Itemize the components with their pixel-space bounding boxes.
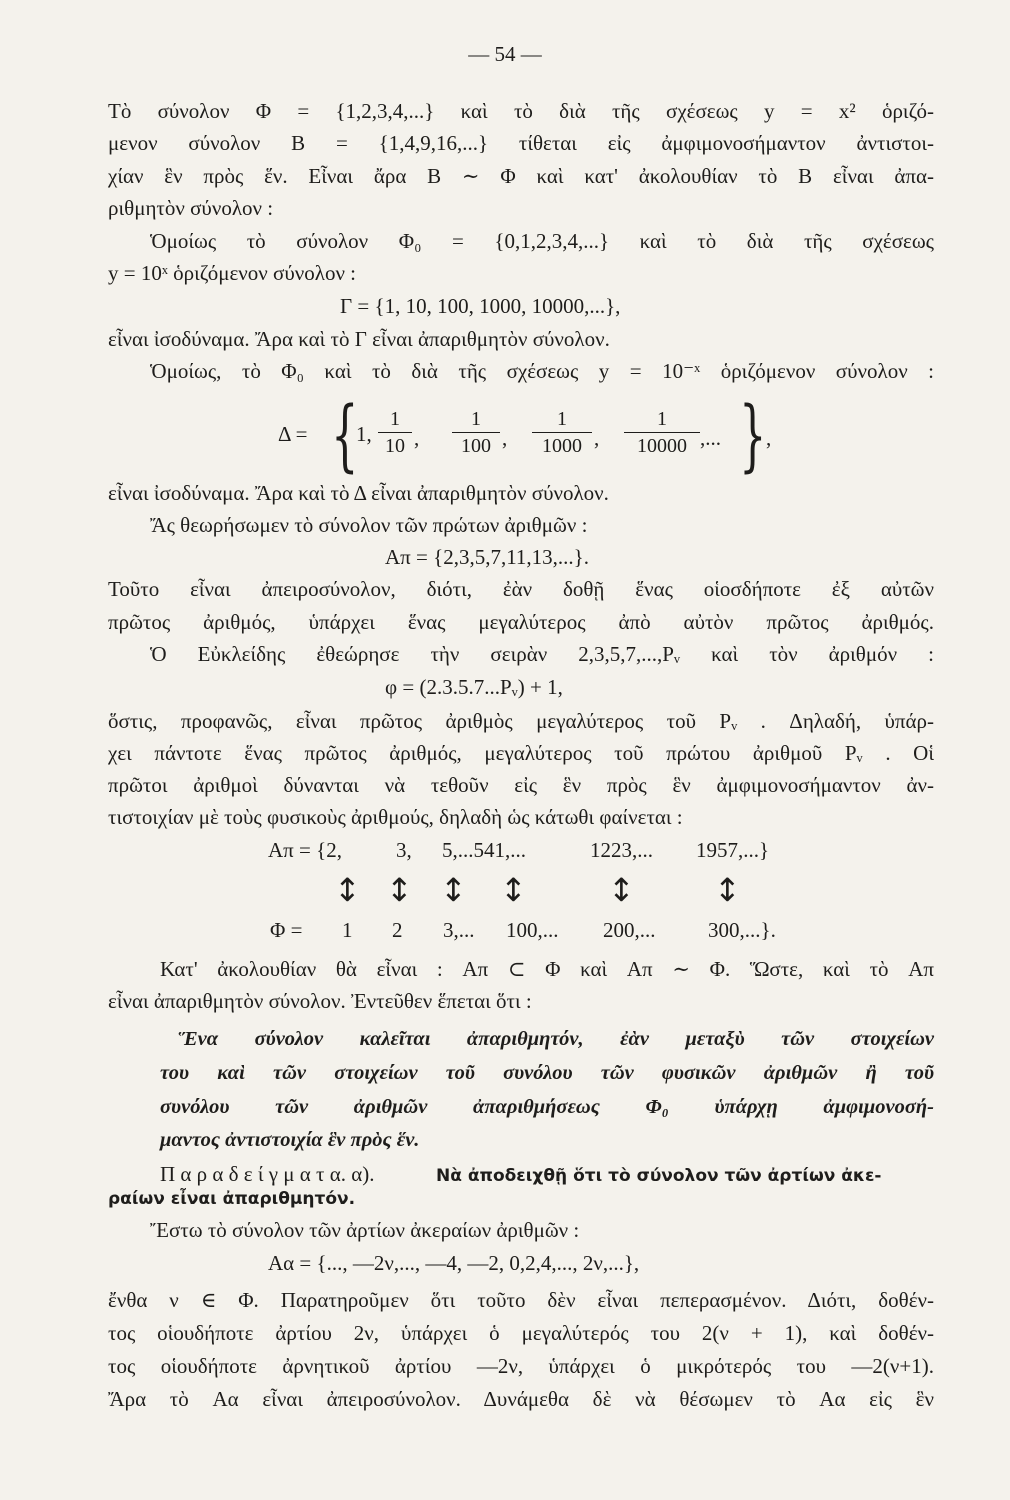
text-line: Ὁμοίως, τὸ Φ₀ καὶ τὸ διὰ τῆς σχέσεως y = 10⁻ˣ ὁριζόμενον σύνολον : <box>150 359 934 383</box>
equation-delta <box>278 391 838 484</box>
text-line: πρῶτος ἀριθμός, ὑπάρχει ἕνας μεγαλύτερος ἀπὸ αὐτὸν πρῶτος ἀριθμός. <box>108 610 934 634</box>
bottom-cell: 200,... <box>603 918 656 942</box>
fraction: $\frac{1}{10000}$ <box>624 406 700 459</box>
example-statement: Νὰ ἀποδειχθῇ ὅτι τὸ σύνολον τῶν ἀρτίων ἀκε- <box>436 1166 882 1186</box>
text-line: Τοῦτο εἶναι ἀπειροσύνολον, διότι, ἐὰν δοθῇ ἕνας οἱοσδήποτε ἐξ αὐτῶν <box>108 577 934 601</box>
text-line: Ἔστω τὸ σύνολον τῶν ἀρτίων ἀκεραίων ἀριθμῶν : <box>150 1218 580 1242</box>
text-line: εἶναι ἀπαριθμητὸν σύνολον. Ἐντεῦθεν ἕπεται ὅτι : <box>108 989 532 1013</box>
delta-after: , <box>766 426 772 450</box>
bottom-cell: 3,... <box>443 918 475 942</box>
bottom-cell: 300,...}. <box>708 918 776 942</box>
top-cell: 1957,...} <box>696 838 770 862</box>
equation-euclid: φ = (2.3.5.7...Pᵥ) + 1, <box>385 675 563 699</box>
double-arrow-icon: ↕ <box>714 871 741 909</box>
definition-line: του καὶ τῶν στοιχείων τοῦ συνόλου τῶν φυσικῶν ἀριθμῶν ἢ τοῦ <box>160 1062 934 1084</box>
examples-label: Π α ρ α δ ε ί γ μ α τ α. α). <box>160 1162 375 1186</box>
example-statement: ραίων εἶναι ἀπαριθμητόν. <box>108 1189 356 1209</box>
text-line: Τὸ σύνολον Φ = {1,2,3,4,...} καὶ τὸ διὰ τῆς σχέσεως y = x² ὁριζό- <box>108 99 934 123</box>
text-line: ριθμητὸν σύνολον : <box>108 196 274 220</box>
right-brace: } <box>739 391 767 481</box>
text-line: εἶναι ἰσοδύναμα. Ἄρα καὶ τὸ Δ εἶναι ἀπαριθμητὸν σύνολον. <box>108 481 609 505</box>
text-line: ὅστις, προφανῶς, εἶναι πρῶτος ἀριθμὸς μεγαλύτερος τοῦ Pᵥ . Δηλαδή, ὑπάρ- <box>108 709 934 733</box>
page-number: — 54 — <box>468 42 542 66</box>
bottom-cell: 1 <box>342 918 353 942</box>
fraction: $\frac{1}{100}$ <box>452 406 500 459</box>
separator: , <box>502 426 508 450</box>
top-label: Aπ = {2, <box>268 838 342 862</box>
fraction: $\frac{1}{1000}$ <box>532 406 592 459</box>
text-line: Ἄρα τὸ Aα εἶναι ἀπειροσύνολον. Δυνάμεθα δὲ νὰ θέσωμεν τὸ Aα εἰς ἓν <box>108 1387 934 1411</box>
left-brace: { <box>331 391 359 481</box>
separator: , <box>594 426 600 450</box>
text-line: Ὁ Εὐκλείδης ἐθεώρησε τὴν σειρὰν 2,3,5,7,...,Pᵥ καὶ τὸν ἀριθμόν : <box>150 642 934 666</box>
double-arrow-icon: ↕ <box>386 871 413 909</box>
text-line: τος οἱουδήποτε ἀρτίου 2ν, ὑπάρχει ὁ μεγαλύτερός του 2(ν + 1), καὶ δοθέν- <box>108 1321 934 1345</box>
text-line: Ἄς θεωρήσωμεν τὸ σύνολον τῶν πρώτων ἀριθμῶν : <box>150 513 588 537</box>
top-cell: 3, <box>396 838 412 862</box>
definition-line: συνόλου τῶν ἀριθμῶν ἀπαριθμήσεως Φ₀ ὑπάρχῃ ἀμφιμονοσή- <box>160 1096 934 1118</box>
top-cell: 1223,... <box>590 838 653 862</box>
delta-tail: ,... <box>700 426 721 450</box>
text-line: πρῶτοι ἀριθμοὶ δύνανται νὰ τεθοῦν εἰς ἓν πρὸς ἓν ἀμφιμονοσήμαντον ἀν- <box>108 773 934 797</box>
text-line: χει πάντοτε ἕνας πρῶτος ἀριθμός, μεγαλύτερος τοῦ πρώτου ἀριθμοῦ Pᵥ . Οἱ <box>108 741 934 765</box>
equation-evens: Aα = {..., —2ν,..., —4, —2, 0,2,4,..., 2ν,...}, <box>268 1251 640 1275</box>
equation-primes: Aπ = {2,3,5,7,11,13,...}. <box>385 545 589 569</box>
equation-gamma: Γ = {1, 10, 100, 1000, 10000,...}, <box>340 294 621 318</box>
bottom-cell: 100,... <box>506 918 559 942</box>
text-line: y = 10ˣ ὁριζόμενον σύνολον : <box>108 261 357 285</box>
text-line: χίαν ἓν πρὸς ἕν. Εἶναι ἄρα B ∼ Φ καὶ κατ' ἀκολουθίαν τὸ B εἶναι ἀπα- <box>108 164 934 188</box>
text-line: Κατ' ἀκολουθίαν θὰ εἶναι : Aπ ⊂ Φ καὶ Aπ ∼ Φ. Ὥστε, καὶ τὸ Aπ <box>160 957 934 981</box>
bottom-label: Φ = <box>270 918 303 942</box>
top-cell: 5,...541,... <box>442 838 526 862</box>
delta-lhs: Δ = <box>278 422 308 446</box>
text-line: ἔνθα ν ∈ Φ. Παρατηροῦμεν ὅτι τοῦτο δὲν εἶναι πεπερασμένον. Διότι, δοθέν- <box>108 1288 934 1312</box>
double-arrow-icon: ↕ <box>608 871 635 909</box>
fraction: $\frac{1}{10}$ <box>378 406 412 459</box>
double-arrow-icon: ↕ <box>334 871 361 909</box>
text-line: μενον σύνολον B = {1,4,9,16,...} τίθεται εἰς ἀμφιμονοσήμαντον ἀντιστοι- <box>108 131 934 155</box>
definition-line: Ἕνα σύνολον καλεῖται ἀπαριθμητόν, ἐὰν μεταξὺ τῶν στοιχείων <box>178 1028 934 1050</box>
double-arrow-icon: ↕ <box>500 871 527 909</box>
delta-first: 1, <box>356 422 372 446</box>
text-line: τος οἱουδήποτε ἀρνητικοῦ ἀρτίου —2ν, ὑπάρχει ὁ μικρότερός του —2(ν+1). <box>108 1354 934 1378</box>
text-line: Ὁμοίως τὸ σύνολον Φ₀ = {0,1,2,3,4,...} καὶ τὸ διὰ τῆς σχέσεως <box>150 229 934 253</box>
separator: , <box>414 426 420 450</box>
definition-line: μαντος ἀντιστοιχία ἓν πρὸς ἕν. <box>160 1129 420 1151</box>
double-arrow-icon: ↕ <box>440 871 467 909</box>
text-line: εἶναι ἰσοδύναμα. Ἄρα καὶ τὸ Γ εἶναι ἀπαριθμητὸν σύνολον. <box>108 327 610 351</box>
bottom-cell: 2 <box>392 918 403 942</box>
text-line: τιστοιχίαν μὲ τοὺς φυσικοὺς ἀριθμούς, δηλαδὴ ὡς κάτωθι φαίνεται : <box>108 805 683 829</box>
